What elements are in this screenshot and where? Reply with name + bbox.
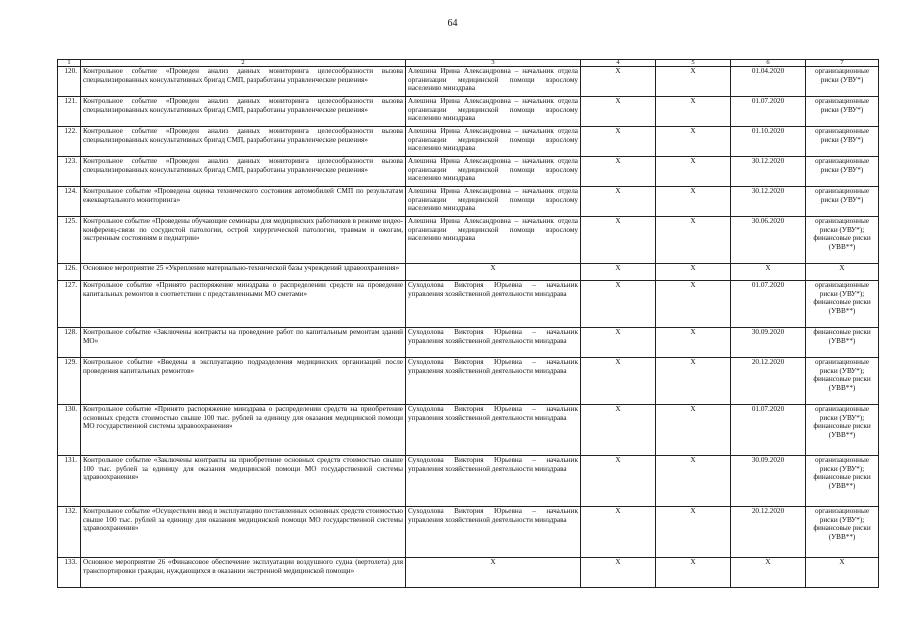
column-5-mark: X: [656, 157, 731, 187]
row-number: 125.: [58, 217, 81, 264]
responsible-person: Суходолова Виктория Юрьевна – начальник управления хозяйственной деятельности минздрава: [406, 456, 581, 507]
row-number: 132.: [58, 507, 81, 558]
column-5-mark: X: [656, 187, 731, 217]
risk-type: организационные риски (УВУ*); финансовые риски (УВВ**): [806, 358, 879, 405]
column-number-row: [58, 60, 879, 67]
event-description: Контрольное событие «Проведен анализ данных мониторинга целесообразности вызова специализированных консультативных бригад СМП, разработаны управленческие решения»: [81, 157, 406, 187]
table-row: [58, 67, 879, 97]
table-row: [58, 264, 879, 281]
due-date: X: [731, 264, 806, 281]
column-4-mark: X: [581, 67, 656, 97]
event-description: Основное мероприятие 26 «Финансовое обеспечение эксплуатации воздушного судна (вертолета) для транспортировки граждан, нуждающихся в оказании экстренной медицинской помощи»: [81, 558, 406, 588]
column-number: 2: [81, 60, 406, 67]
column-5-mark: X: [656, 127, 731, 157]
responsible-person: Суходолова Виктория Юрьевна – начальник управления хозяйственной деятельности минздрава: [406, 358, 581, 405]
table-row: [58, 187, 879, 217]
event-description: Контрольное событие «Проведены обучающие семинары для медицинских работников в режиме видео-конференц-связи по сосудистой патологии, острой хирургической патологии, травмам и ожогам, экстренным состояниям в педиатрии»: [81, 217, 406, 264]
table-row: [58, 405, 879, 456]
column-4-mark: X: [581, 187, 656, 217]
risk-type: организационные риски (УВУ*): [806, 127, 879, 157]
column-5-mark: X: [656, 507, 731, 558]
due-date: 20.12.2020: [731, 507, 806, 558]
responsible-person: Суходолова Виктория Юрьевна – начальник управления хозяйственной деятельности минздрава: [406, 328, 581, 358]
due-date: 01.07.2020: [731, 405, 806, 456]
risk-type: финансовые риски (УВВ**): [806, 328, 879, 358]
column-4-mark: X: [581, 217, 656, 264]
risk-type: организационные риски (УВУ*); финансовые риски (УВВ**): [806, 217, 879, 264]
event-description: Контрольное событие «Осуществлен ввод в эксплуатацию поставленных основных средств стоимостью свыше 100 тыс. рублей за единицу для оказания медицинской помощи МО государственной системы здравоохранения»: [81, 507, 406, 558]
event-description: Контрольное событие «Проведен анализ данных мониторинга целесообразности вызова специализированных консультативных бригад СМП, разработаны управленческие решения»: [81, 127, 406, 157]
row-number: 123.: [58, 157, 81, 187]
responsible-person: X: [406, 264, 581, 281]
table-row: [58, 281, 879, 328]
risk-type: X: [806, 558, 879, 588]
row-number: 124.: [58, 187, 81, 217]
event-description: Контрольное событие «Проведена оценка технического состояния автомобилей СМП по результатам ежеквартального мониторинга»: [81, 187, 406, 217]
responsible-person: Алешина Ирина Александровна – начальник отдела организации медицинской помощи взрослому населению минздрава: [406, 127, 581, 157]
row-number: 127.: [58, 281, 81, 328]
page-number: 64: [447, 18, 458, 29]
column-number: 4: [581, 60, 656, 67]
row-number: 122.: [58, 127, 81, 157]
table-row: [58, 97, 879, 127]
event-description: Контрольное событие «Проведен анализ данных мониторинга целесообразности вызова специализированных консультативных бригад СМП, разработаны управленческие решения»: [81, 97, 406, 127]
row-number: 120.: [58, 67, 81, 97]
due-date: 30.09.2020: [731, 328, 806, 358]
column-4-mark: X: [581, 358, 656, 405]
table-row: [58, 127, 879, 157]
column-number: 6: [731, 60, 806, 67]
responsible-person: Суходолова Виктория Юрьевна – начальник управления хозяйственной деятельности минздрава: [406, 405, 581, 456]
column-number: 3: [406, 60, 581, 67]
risk-type: организационные риски (УВУ*): [806, 187, 879, 217]
row-number: 129.: [58, 358, 81, 405]
column-4-mark: X: [581, 328, 656, 358]
risk-type: X: [806, 264, 879, 281]
column-4-mark: X: [581, 264, 656, 281]
responsible-person: Алешина Ирина Александровна – начальник отдела организации медицинской помощи взрослому населению минздрава: [406, 67, 581, 97]
due-date: 01.04.2020: [731, 67, 806, 97]
due-date: X: [731, 558, 806, 588]
event-description: Контрольное событие «Введены в эксплуатацию подразделения медицинских организаций после проведения капитальных ремонтов»: [81, 358, 406, 405]
risk-type: организационные риски (УВУ*); финансовые риски (УВВ**): [806, 507, 879, 558]
risk-type: организационные риски (УВУ*): [806, 67, 879, 97]
due-date: 30.09.2020: [731, 456, 806, 507]
due-date: 30.06.2020: [731, 217, 806, 264]
column-5-mark: X: [656, 264, 731, 281]
due-date: 30.12.2020: [731, 187, 806, 217]
risk-type: организационные риски (УВУ*); финансовые риски (УВВ**): [806, 456, 879, 507]
table-row: [58, 558, 879, 588]
column-4-mark: X: [581, 456, 656, 507]
responsible-person: Алешина Ирина Александровна – начальник отдела организации медицинской помощи взрослому населению минздрава: [406, 157, 581, 187]
risk-type: организационные риски (УВУ*): [806, 157, 879, 187]
due-date: 20.12.2020: [731, 358, 806, 405]
row-number: 126.: [58, 264, 81, 281]
row-number: 133.: [58, 558, 81, 588]
row-number: 121.: [58, 97, 81, 127]
table-row: [58, 507, 879, 558]
responsible-person: X: [406, 558, 581, 588]
column-4-mark: X: [581, 281, 656, 328]
column-4-mark: X: [581, 157, 656, 187]
column-number: 1: [58, 60, 81, 67]
column-5-mark: X: [656, 405, 731, 456]
row-number: 128.: [58, 328, 81, 358]
responsible-person: Алешина Ирина Александровна – начальник отдела организации медицинской помощи взрослому населению минздрава: [406, 97, 581, 127]
table-row: [58, 217, 879, 264]
responsible-person: Суходолова Виктория Юрьевна – начальник управления хозяйственной деятельности минздрава: [406, 281, 581, 328]
due-date: 30.12.2020: [731, 157, 806, 187]
table-row: [58, 358, 879, 405]
event-description: Контрольное событие «Принято распоряжение минздрава о распределении средств на проведение капитальных ремонтов в соответствии с представленными МО сметами»: [81, 281, 406, 328]
column-4-mark: X: [581, 558, 656, 588]
table-row: [58, 328, 879, 358]
event-description: Контрольное событие «Заключены контракты на приобретение основных средств стоимостью свыше 100 тыс. рублей за единицу для оказания медицинской помощи МО государственной системы здравоохранения»: [81, 456, 406, 507]
risk-type: организационные риски (УВУ*); финансовые риски (УВВ**): [806, 281, 879, 328]
row-number: 131.: [58, 456, 81, 507]
activities-table: [57, 59, 879, 588]
column-5-mark: X: [656, 358, 731, 405]
event-description: Основное мероприятие 25 «Укрепление материально-технической базы учреждений здравоохранения»: [81, 264, 406, 281]
column-5-mark: X: [656, 281, 731, 328]
column-number: 5: [656, 60, 731, 67]
column-5-mark: X: [656, 217, 731, 264]
column-5-mark: X: [656, 97, 731, 127]
responsible-person: Суходолова Виктория Юрьевна – начальник управления хозяйственной деятельности минздрава: [406, 507, 581, 558]
event-description: Контрольное событие «Проведен анализ данных мониторинга целесообразности вызова специализированных консультативных бригад СМП, разработаны управленческие решения»: [81, 67, 406, 97]
column-5-mark: X: [656, 328, 731, 358]
column-4-mark: X: [581, 97, 656, 127]
due-date: 01.10.2020: [731, 127, 806, 157]
responsible-person: Алешина Ирина Александровна – начальник отдела организации медицинской помощи взрослому населению минздрава: [406, 187, 581, 217]
column-5-mark: X: [656, 67, 731, 97]
table-row: [58, 157, 879, 187]
due-date: 01.07.2020: [731, 281, 806, 328]
event-description: Контрольное событие «Принято распоряжение минздрава о распределении средств на приобретение основных средств стоимостью свыше 100 тыс. рублей за единицу для оказания медицинской помощи МО государственной системы здравоохранения»: [81, 405, 406, 456]
responsible-person: Алешина Ирина Александровна – начальник отдела организации медицинской помощи взрослому населению минздрава: [406, 217, 581, 264]
due-date: 01.07.2020: [731, 97, 806, 127]
column-number: 7: [806, 60, 879, 67]
column-4-mark: X: [581, 507, 656, 558]
risk-type: организационные риски (УВУ*); финансовые риски (УВВ**): [806, 405, 879, 456]
row-number: 130.: [58, 405, 81, 456]
column-5-mark: X: [656, 558, 731, 588]
event-description: Контрольное событие «Заключены контракты на проведение работ по капитальным ремонтам зданий МО»: [81, 328, 406, 358]
table-row: [58, 456, 879, 507]
column-4-mark: X: [581, 405, 656, 456]
risk-type: организационные риски (УВУ*): [806, 97, 879, 127]
column-4-mark: X: [581, 127, 656, 157]
column-5-mark: X: [656, 456, 731, 507]
